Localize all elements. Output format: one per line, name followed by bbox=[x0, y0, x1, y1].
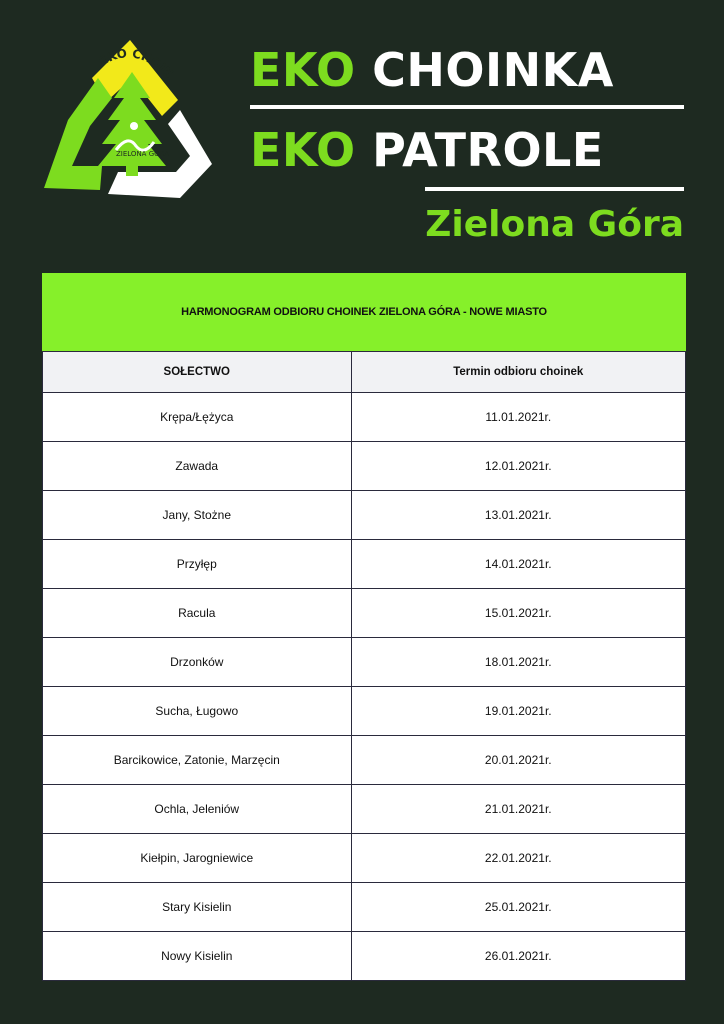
date-cell: 19.01.2021r. bbox=[351, 687, 685, 736]
village-cell: Krępa/Łężyca bbox=[43, 393, 352, 442]
village-cell: Kiełpin, Jarogniewice bbox=[43, 834, 352, 883]
table-header-row bbox=[43, 352, 686, 393]
title-line-2 bbox=[250, 122, 604, 178]
column-header-solectwo: SOŁECTWO bbox=[43, 352, 352, 393]
village-cell: Sucha, Ługowo bbox=[43, 687, 352, 736]
village-cell: Nowy Kisielin bbox=[43, 932, 352, 981]
city-name: Zielona Góra bbox=[425, 204, 684, 245]
title-line-1 bbox=[250, 42, 614, 98]
column-header-termin: Termin odbioru choinek bbox=[351, 352, 685, 393]
village-cell: Ochla, Jeleniów bbox=[43, 785, 352, 834]
table-row bbox=[43, 834, 686, 883]
date-cell: 15.01.2021r. bbox=[351, 589, 685, 638]
table-row bbox=[43, 932, 686, 981]
date-cell: 13.01.2021r. bbox=[351, 491, 685, 540]
title-eko-1: EKO bbox=[250, 43, 356, 97]
table-row bbox=[43, 491, 686, 540]
title-divider-2 bbox=[425, 187, 684, 191]
village-cell: Przyłęp bbox=[43, 540, 352, 589]
recycle-tree-icon bbox=[40, 38, 220, 208]
table-row bbox=[43, 540, 686, 589]
table-row bbox=[43, 883, 686, 932]
eko-choinka-logo bbox=[40, 38, 220, 208]
table-row bbox=[43, 785, 686, 834]
date-cell: 11.01.2021r. bbox=[351, 393, 685, 442]
date-cell: 18.01.2021r. bbox=[351, 638, 685, 687]
title-eko-2: EKO bbox=[250, 123, 356, 177]
schedule-title: HARMONOGRAM ODBIORU CHOINEK ZIELONA GÓRA - NOWE MIASTO bbox=[42, 273, 686, 351]
date-cell: 21.01.2021r. bbox=[351, 785, 685, 834]
village-cell: Drzonków bbox=[43, 638, 352, 687]
table-row bbox=[43, 638, 686, 687]
date-cell: 25.01.2021r. bbox=[351, 883, 685, 932]
table-row bbox=[43, 589, 686, 638]
title-divider-1 bbox=[250, 105, 684, 109]
table-row bbox=[43, 687, 686, 736]
schedule-table bbox=[42, 351, 686, 981]
date-cell: 20.01.2021r. bbox=[351, 736, 685, 785]
title-patrole: PATROLE bbox=[372, 123, 604, 177]
village-cell: Barcikowice, Zatonie, Marzęcin bbox=[43, 736, 352, 785]
table-row bbox=[43, 442, 686, 491]
date-cell: 26.01.2021r. bbox=[351, 932, 685, 981]
title-choinka: CHOINKA bbox=[372, 43, 614, 97]
logo-city-text: ZIELONA GÓRA bbox=[116, 150, 169, 158]
village-cell: Zawada bbox=[43, 442, 352, 491]
schedule-table-container bbox=[40, 271, 688, 983]
logo-text-top: EKO CHOIN bbox=[96, 46, 177, 81]
date-cell: 12.01.2021r. bbox=[351, 442, 685, 491]
date-cell: 22.01.2021r. bbox=[351, 834, 685, 883]
village-cell: Stary Kisielin bbox=[43, 883, 352, 932]
table-row bbox=[43, 736, 686, 785]
table-row bbox=[43, 393, 686, 442]
village-cell: Jany, Stożne bbox=[43, 491, 352, 540]
date-cell: 14.01.2021r. bbox=[351, 540, 685, 589]
village-cell: Racula bbox=[43, 589, 352, 638]
